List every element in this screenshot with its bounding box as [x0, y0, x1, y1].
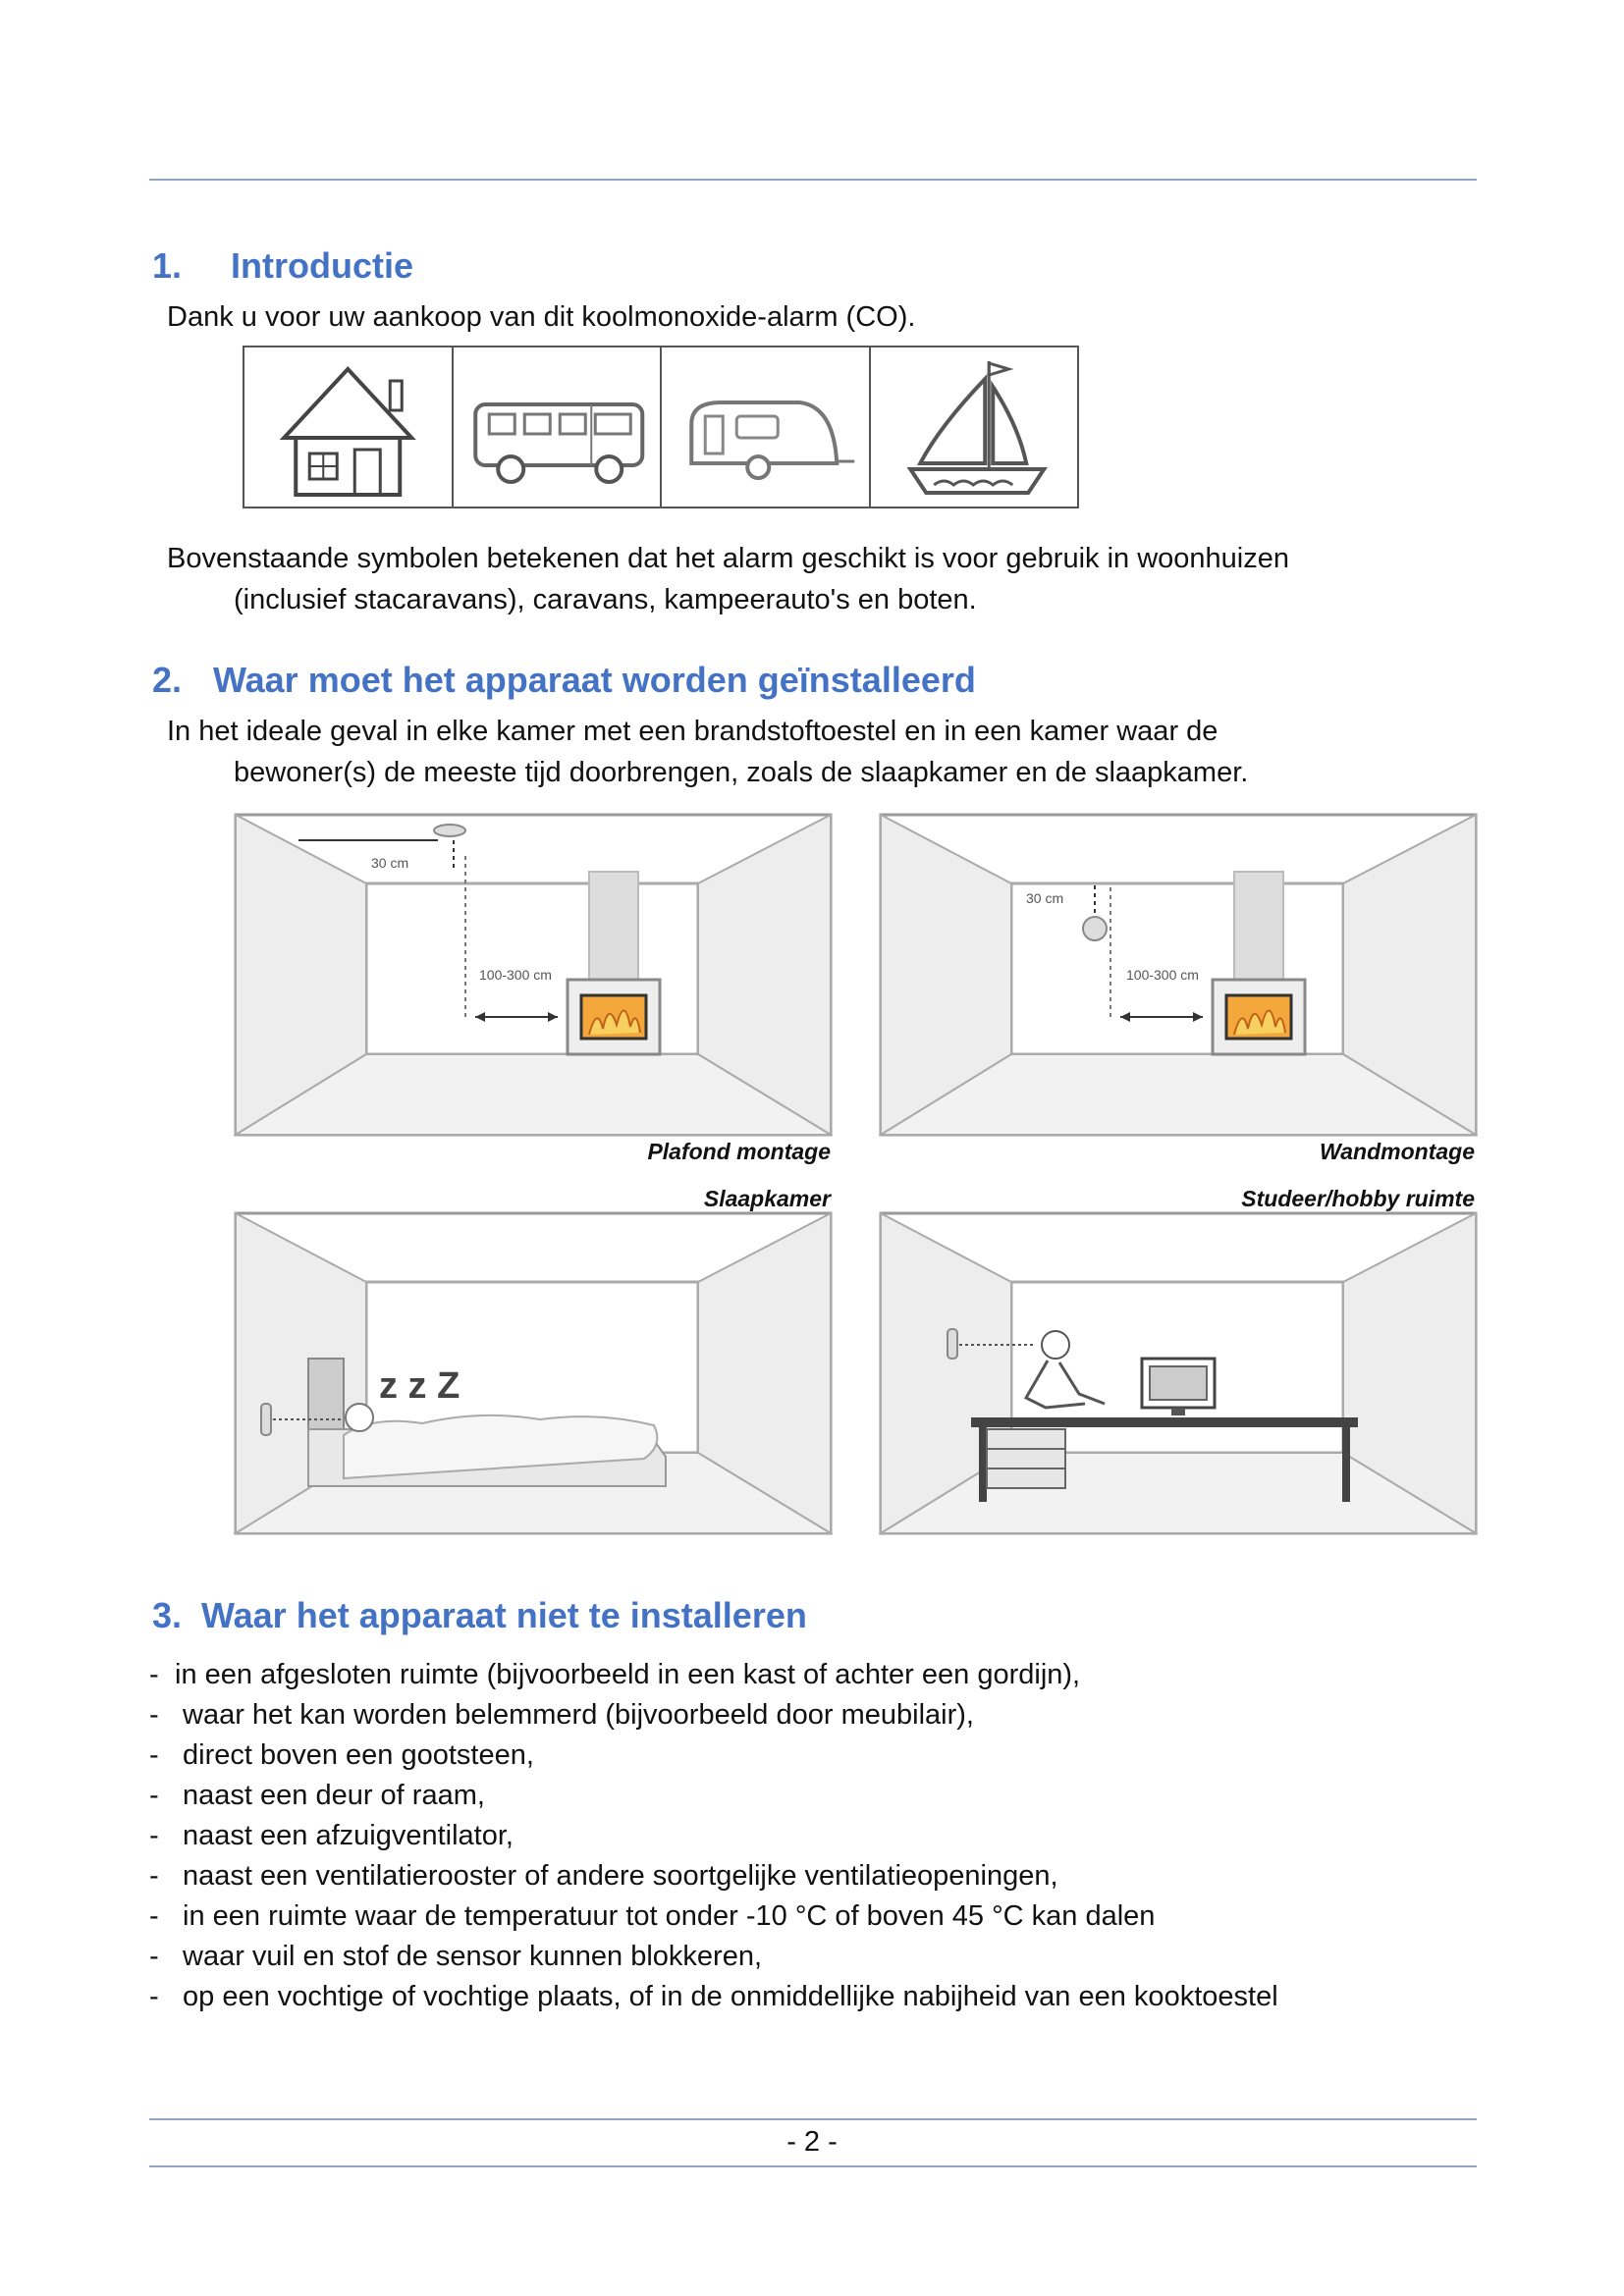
- bedroom-diagram: [234, 1211, 833, 1535]
- ceiling-mount-caption: Plafond montage: [647, 1139, 831, 1164]
- footer-rule-top: [149, 2118, 1477, 2120]
- do-not-install-list: [149, 1655, 1278, 2017]
- section-1-description: [167, 538, 1289, 620]
- section-1-title: Introductie: [231, 245, 413, 286]
- list-item: - waar vuil en stof de sensor kunnen blokkeren,: [149, 1941, 763, 1972]
- caravan-icon: [662, 347, 871, 507]
- study-caption: Studeer/hobby ruimte: [1241, 1186, 1475, 1211]
- camper-van-icon: [454, 347, 663, 507]
- bedroom-caption: Slaapkamer: [703, 1186, 831, 1211]
- ceiling-mount-diagram: [234, 813, 833, 1137]
- section-1-description-line-2: (inclusief stacaravans), caravans, kampeerauto's en boten.: [234, 584, 977, 615]
- list-item: - direct boven een gootsteen,: [149, 1739, 534, 1771]
- list-item: - in een afgesloten ruimte (bijvoorbeeld in een kast of achter een gordijn),: [149, 1659, 1081, 1690]
- section-1-description-line-1: Bovenstaande symbolen betekenen dat het alarm geschikt is voor gebruik in woonhuizen: [167, 543, 1289, 574]
- wall-appliance-distance-label: 100-300 cm: [1126, 967, 1199, 983]
- list-item: - in een ruimte waar de temperatuur tot onder -10 °C of boven 45 °C kan dalen: [149, 1900, 1156, 1932]
- list-item: - naast een afzuigventilator,: [149, 1820, 514, 1851]
- wall-distance-label: 30 cm: [1026, 890, 1064, 906]
- sailboat-icon: [871, 347, 1078, 507]
- section-2-text: [167, 711, 1248, 793]
- list-item: - waar het kan worden belemmerd (bijvoorbeeld door meubilair),: [149, 1699, 974, 1731]
- page-number: - 2 -: [786, 2126, 838, 2158]
- section-2-number: 2.: [152, 660, 183, 700]
- footer-rule-bottom: [149, 2165, 1477, 2167]
- list-item: - naast een deur of raam,: [149, 1780, 485, 1811]
- ceiling-appliance-distance-label: 100-300 cm: [479, 967, 552, 983]
- study-diagram: [879, 1211, 1478, 1535]
- wall-mount-caption: Wandmontage: [1319, 1139, 1475, 1164]
- section-1-number: 1.: [152, 245, 183, 286]
- section-3-heading: [152, 1595, 807, 1636]
- section-1-heading: [152, 245, 413, 287]
- ceiling-distance-label: 30 cm: [371, 855, 409, 871]
- section-3-number: 3.: [152, 1595, 183, 1635]
- section-2-heading: [152, 660, 976, 701]
- section-1-intro: Dank u voor uw aankoop van dit koolmonoxide-alarm (CO).: [167, 301, 916, 333]
- section-2-text-line-2: bewoner(s) de meeste tijd doorbrengen, zoals de slaapkamer en de slaapkamer.: [234, 757, 1249, 788]
- house-icon: [244, 347, 454, 507]
- header-rule: [149, 179, 1477, 181]
- section-3-title: Waar het apparaat niet te installeren: [201, 1595, 807, 1635]
- usage-icons-strip: [243, 346, 1079, 508]
- list-item: - naast een ventilatierooster of andere soortgelijke ventilatieopeningen,: [149, 1860, 1058, 1892]
- sleep-zzz-text: z z Z: [379, 1365, 460, 1407]
- list-item: - op een vochtige of vochtige plaats, of in de onmiddellijke nabijheid van een kooktoestel: [149, 1981, 1278, 2012]
- section-2-text-line-1: In het ideale geval in elke kamer met een brandstoftoestel en in een kamer waar de: [167, 716, 1218, 747]
- wall-mount-diagram: [879, 813, 1478, 1137]
- section-2-title: Waar moet het apparaat worden geïnstalleerd: [213, 660, 976, 700]
